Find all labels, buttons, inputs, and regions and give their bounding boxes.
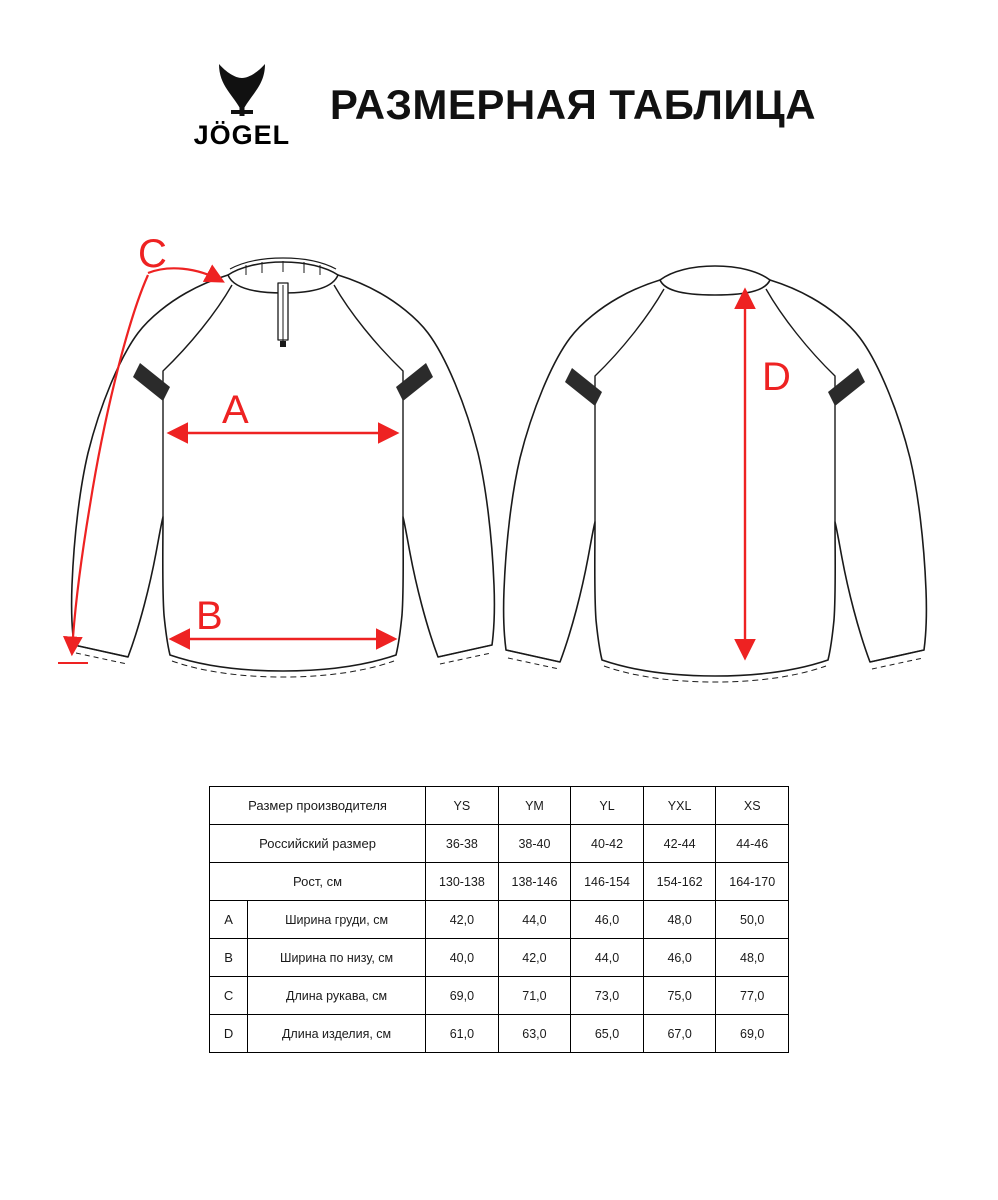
table-cell: 69,0: [426, 977, 499, 1015]
table-cell: 75,0: [643, 977, 716, 1015]
table-cell: 63,0: [498, 1015, 571, 1053]
table-row: [210, 825, 789, 863]
size-table-container: [209, 786, 789, 1053]
illustration-svg: [0, 205, 998, 715]
table-row: [210, 863, 789, 901]
table-cell: 48,0: [716, 939, 789, 977]
front-jacket-view: [72, 258, 495, 677]
table-cell: 46,0: [571, 901, 644, 939]
table-cell: 40,0: [426, 939, 499, 977]
table-cell: 40-42: [571, 825, 644, 863]
table-cell: YS: [426, 787, 499, 825]
table-cell: 44-46: [716, 825, 789, 863]
table-row: [210, 1015, 789, 1053]
measure-label-d: D: [762, 355, 791, 399]
row-letter: D: [210, 1015, 248, 1053]
table-cell: 36-38: [426, 825, 499, 863]
table-row: [210, 901, 789, 939]
table-cell: 50,0: [716, 901, 789, 939]
row-measure-name: Ширина груди, см: [248, 901, 426, 939]
row-header-label: Размер производителя: [210, 787, 426, 825]
table-row: [210, 787, 789, 825]
table-cell: 71,0: [498, 977, 571, 1015]
jogel-logo-icon: [211, 60, 273, 120]
measure-label-c: C: [138, 232, 167, 276]
table-cell: YM: [498, 787, 571, 825]
table-cell: 61,0: [426, 1015, 499, 1053]
table-cell: 146-154: [571, 863, 644, 901]
size-table: [209, 786, 789, 1053]
table-cell: 67,0: [643, 1015, 716, 1053]
table-row: [210, 977, 789, 1015]
table-cell: XS: [716, 787, 789, 825]
table-cell: 130-138: [426, 863, 499, 901]
table-cell: 42-44: [643, 825, 716, 863]
page-header: [0, 60, 998, 149]
page-title: РАЗМЕРНАЯ ТАБЛИЦА: [329, 80, 817, 128]
row-measure-name: Ширина по низу, см: [248, 939, 426, 977]
row-letter: A: [210, 901, 248, 939]
table-cell: 154-162: [643, 863, 716, 901]
row-header-label: Рост, см: [210, 863, 426, 901]
brand-wordmark: JÖGEL: [193, 120, 291, 150]
table-cell: YXL: [643, 787, 716, 825]
table-cell: 138-146: [498, 863, 571, 901]
table-cell: 69,0: [716, 1015, 789, 1053]
back-jacket-view: [504, 266, 927, 682]
table-cell: YL: [571, 787, 644, 825]
row-measure-name: Длина рукава, см: [248, 977, 426, 1015]
table-cell: 65,0: [571, 1015, 644, 1053]
table-cell: 44,0: [571, 939, 644, 977]
table-row: [210, 939, 789, 977]
measure-label-b: B: [196, 594, 223, 638]
table-cell: 42,0: [498, 939, 571, 977]
row-letter: B: [210, 939, 248, 977]
table-cell: 44,0: [498, 901, 571, 939]
table-cell: 48,0: [643, 901, 716, 939]
measure-label-a: A: [222, 388, 249, 432]
table-cell: 164-170: [716, 863, 789, 901]
table-cell: 42,0: [426, 901, 499, 939]
row-header-label: Российский размер: [210, 825, 426, 863]
row-letter: C: [210, 977, 248, 1015]
row-measure-name: Длина изделия, см: [248, 1015, 426, 1053]
brand-logo: [182, 60, 302, 149]
table-cell: 73,0: [571, 977, 644, 1015]
table-cell: 46,0: [643, 939, 716, 977]
garment-illustration: [0, 205, 998, 715]
size-table-body: [210, 787, 789, 1053]
table-cell: 38-40: [498, 825, 571, 863]
table-cell: 77,0: [716, 977, 789, 1015]
